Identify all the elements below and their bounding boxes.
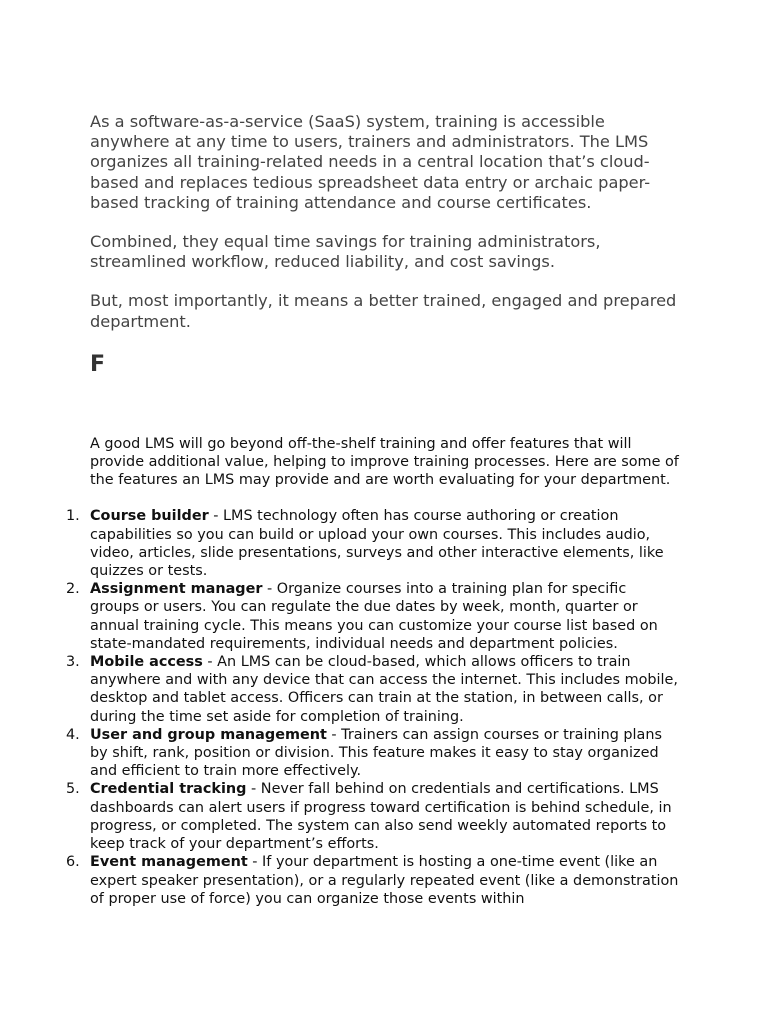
list-item-title: Mobile access: [90, 654, 203, 671]
list-item: [66, 726, 680, 781]
list-item-text: - An LMS can be cloud-based, which allows officers to train anywhere and with any device that can access the internet. This includes mobile, desktop and tablet access. Officers can train at the station, in between calls, or during the time set aside for completion of training.: [90, 654, 678, 725]
list-item-text: - If your department is hosting a one-time event (like an expert speaker presentation), or a regularly repeated event (like a demonstration of proper use of force) you can organize those events within: [90, 854, 679, 907]
list-item-text: - Trainers can assign courses or training plans by shift, rank, position or division. This feature makes it easy to stay organized and efficient to train more effectively.: [90, 726, 662, 780]
section-heading: F: [90, 351, 106, 377]
list-item-text: - LMS technology often has course authoring or creation capabilities so you can build or upload your own courses. This includes audio, video, articles, slide presentations, surveys and other interactive elements, like quizzes or tests.: [90, 508, 664, 580]
list-item: [66, 653, 680, 726]
features-list: [66, 507, 680, 907]
list-item: [66, 507, 680, 580]
features-intro-paragraph: A good LMS will go beyond off-the-shelf training and offer features that will provide additional value, helping to improve training processes. Here are some of the features an LMS may provide and are worth evaluating for your department.: [90, 435, 679, 489]
list-item-text: - Never fall behind on credentials and certifications. LMS dashboards can alert users if progress toward certification is behind schedule, in progress, or completed. The system can also send weekly automated reports to keep track of your department’s efforts.: [90, 781, 672, 853]
list-item-number: 1.: [66, 508, 80, 525]
list-item-title: Event management: [90, 854, 248, 871]
intro-paragraph: But, most importantly, it means a better trained, engaged and prepared department.: [90, 291, 677, 331]
document-page: [66, 112, 680, 908]
list-item-number: 6.: [66, 854, 80, 871]
list-item: [66, 580, 680, 653]
list-item-number: 4.: [66, 726, 80, 743]
list-item-title: Credential tracking: [90, 781, 247, 798]
list-item-number: 2.: [66, 581, 80, 598]
intro-section: [90, 112, 680, 332]
intro-paragraph: Combined, they equal time savings for training administrators, streamlined workflow, reduced liability, and cost savings.: [90, 232, 601, 272]
list-item-text: - Organize courses into a training plan for specific groups or users. You can regulate the due dates by week, month, quarter or annual training cycle. This means you can customize your course list based on state-mandated requirements, individual needs and department policies.: [90, 581, 658, 652]
list-item: [66, 780, 680, 853]
list-item-number: 5.: [66, 781, 80, 798]
list-item-title: Assignment manager: [90, 581, 263, 598]
list-item: [66, 853, 680, 908]
list-item-title: Course builder: [90, 508, 209, 525]
list-item-number: 3.: [66, 654, 80, 671]
list-item-title: User and group management: [90, 726, 327, 743]
intro-paragraph: As a software-as-a-service (SaaS) system, training is accessible anywhere at any time to users, trainers and administrators. The LMS organizes all training-related needs in a central location that’s cloud-based and replaces tedious spreadsheet data entry or archaic paper-based tracking of training attendance and course certificates.: [90, 112, 651, 212]
